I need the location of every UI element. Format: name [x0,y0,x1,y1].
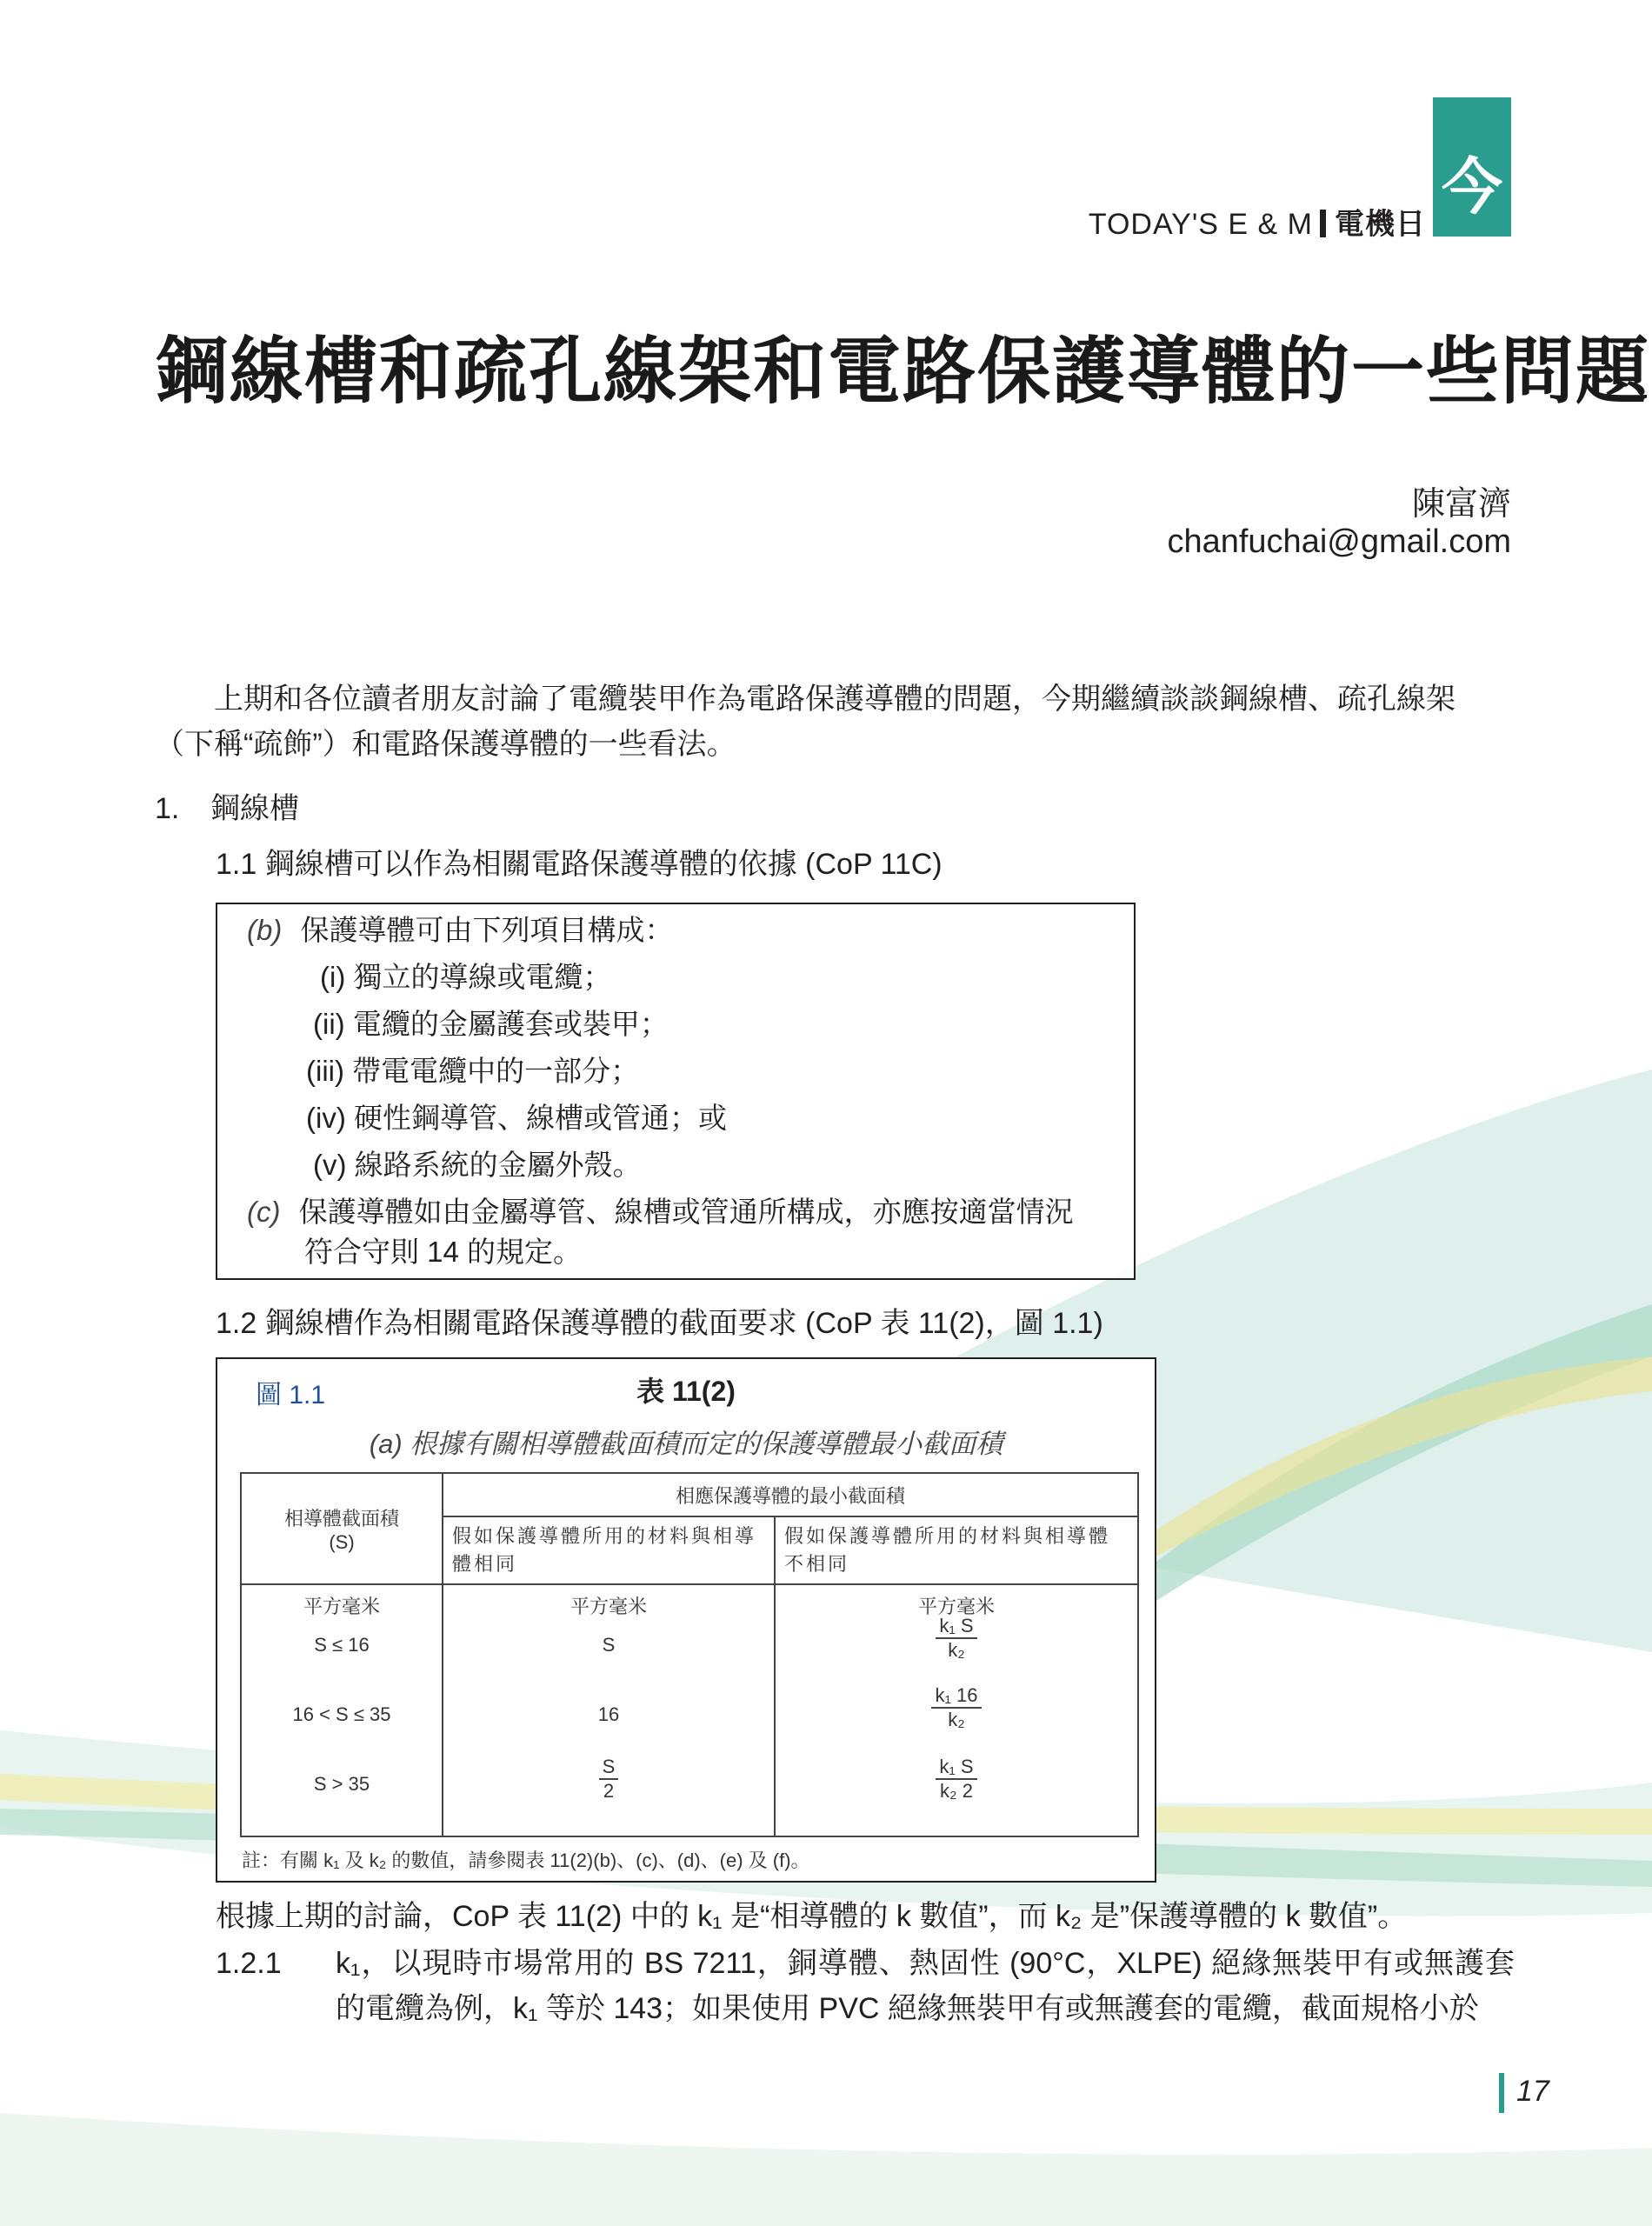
quote-b-text: 保護導體可由下列項目構成： [300,914,674,946]
paragraph-1-2-1-text: k₁，以現時市場常用的 BS 7211，銅導體、熱固性 (90°C，XLPE) 絕緣無裝甲有或無護套的電纜為例，k₁ 等於 143；如果使用 PVC 絕緣無裝甲有或無護套的電纜，截面規格小於 [336,1947,1515,2025]
table-note: 註：有關 k₁ 及 k₂ 的數值，請參閱表 11(2)(b)、(c)、(d)、(e) 及 (f)。 [242,1849,810,1871]
col-header-same-material: 假如保護導體所用的材料與相導體相同 [443,1516,775,1584]
figure-label: 圖 1.1 [256,1381,326,1410]
quote-item-num: (i) [320,961,346,993]
row-same-value: 16 [597,1703,620,1725]
quote-item-text: 帶電電纜中的一部分； [352,1055,640,1087]
magazine-name-cn: 電機日 [1335,208,1426,241]
row-s-value: 16 < S ≤ 35 [292,1703,391,1725]
quote-item [320,960,611,995]
fraction-denominator: k₂ [948,1709,965,1730]
section-1-title: 鋼線槽 [210,792,299,825]
table-title: 表 11(2) [636,1376,736,1407]
fraction-denominator: k₂ [948,1639,965,1661]
section-1-heading [155,786,299,831]
figure-1-1 [216,1357,1156,1883]
author-name: 陳富濟 [1411,486,1511,523]
quote-c-text-2: 符合守則 14 的規定。 [304,1236,583,1268]
fraction-denominator: 2 [603,1780,615,1802]
col-header-diff-material: 假如保護導體所用的材料與相導體不相同 [775,1516,1138,1584]
row-same-value: S [602,1634,616,1656]
col-phase-values [241,1584,443,1836]
quote-item-num: (v) [313,1149,347,1181]
col-same-values [443,1584,775,1836]
fraction-numerator: k₁ 16 [931,1684,981,1709]
author-email: chanfuchai@gmail.com [1167,523,1511,560]
intro-paragraph: 上期和各位讀者朋友討論了電纜裝甲作為電路保護導體的問題，今期繼續談談鋼線槽、疏孔線架（下稱“疏飾”）和電路保護導體的一些看法。 [155,683,1455,761]
quote-c-label: (c) [247,1196,281,1228]
quote-item-num: (iv) [306,1102,346,1134]
quote-item-text: 硬性鋼導管、線槽或管通；或 [353,1102,727,1134]
quote-item-text: 線路系統的金屬外殼。 [354,1149,642,1181]
col-header-phase-line-1: 相導體截面積 [283,1507,399,1530]
page-number-bar [1499,2073,1504,2113]
quote-item [306,1101,727,1136]
unit-label: 平方毫米 [303,1596,380,1617]
page-number: 17 [1516,2075,1549,2108]
section-1-1-heading: 1.1 鋼線槽可以作為相關電路保護導體的依據 (CoP 11C) [216,848,943,881]
fraction-denominator: k₂ 2 [940,1780,973,1802]
table-subtitle: (a) 根據有關相導體截面積而定的保護導體最小截面積 [369,1429,1003,1459]
row-diff-fraction [776,1684,1137,1731]
quote-item-num: (iii) [306,1055,344,1087]
col-header-phase [241,1473,443,1584]
quote-b-label: (b) [247,914,283,946]
section-1-number: 1. [155,792,180,825]
header-separator [1320,210,1326,237]
quote-c-line [247,1195,1074,1230]
section-1-2-heading: 1.2 鋼線槽作為相關電路保護導體的截面要求 (CoP 表 11(2)，圖 1.1) [216,1307,1103,1340]
row-diff-fraction [776,1756,1137,1803]
cop-quote-box [216,903,1136,1280]
quote-c-text-1: 保護導體如由金屬導管、線槽或管通所構成，亦應按適當情況 [298,1196,1074,1228]
col-header-phase-line-2: (S) [329,1530,355,1553]
section-tab-glyph: 今 [1442,150,1502,223]
quote-item [313,1007,669,1042]
unit-label: 平方毫米 [917,1596,995,1617]
quote-item [313,1148,642,1183]
col-header-protective: 相應保護導體的最小截面積 [443,1473,1138,1516]
quote-item [306,1054,639,1089]
quote-b-line [247,913,674,948]
row-s-value: S ≤ 16 [314,1634,370,1656]
fraction-numerator: S [599,1756,619,1780]
paragraph-after-table: 根據上期的討論，CoP 表 11(2) 中的 k₁ 是“相導體的 k 數值”，而 k₂ 是”保護導體的 k 數值”。 [216,1900,1408,1933]
fraction-numerator: k₁ S [936,1615,976,1639]
quote-item-num: (ii) [313,1008,345,1040]
unit-label: 平方毫米 [570,1596,647,1617]
row-s-value: S > 35 [313,1773,370,1795]
quote-item-text: 電纜的金屬護套或裝甲； [352,1008,669,1040]
table-11-2 [240,1472,1139,1839]
quote-item-text: 獨立的導線或電纜； [353,961,612,993]
running-header [956,200,1426,243]
article-title: 鋼線槽和疏孔線架和電路保護導體的一些問題 [155,328,1651,414]
paragraph-1-2-1-number: 1.2.1 [216,1947,282,1980]
fraction-numerator: k₁ S [936,1756,976,1780]
row-diff-fraction [776,1615,1137,1662]
magazine-name-en: TODAY'S E & M [1088,208,1313,241]
col-diff-values [775,1584,1138,1836]
row-same-fraction [443,1756,774,1803]
